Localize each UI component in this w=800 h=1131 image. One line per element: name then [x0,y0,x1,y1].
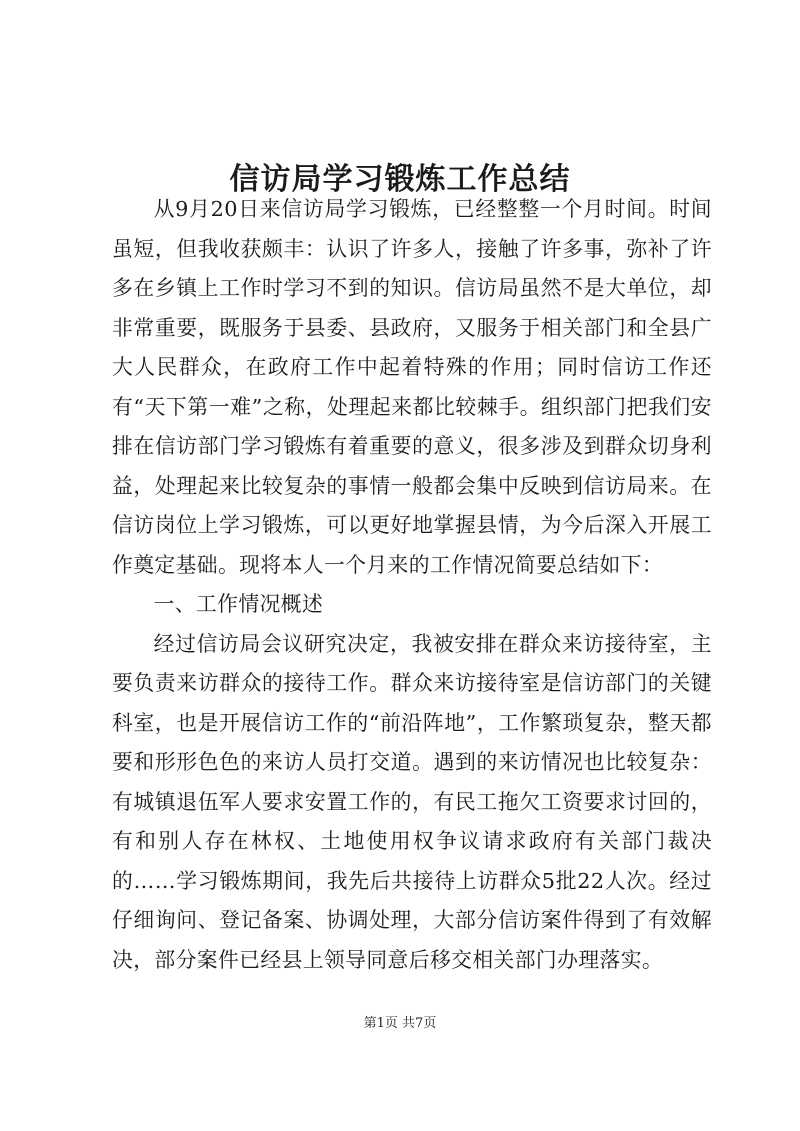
paragraph-intro: 从9月20日来信访局学习锻炼，已经整整一个月时间。时间虽短，但我收获颇丰：认识了许多人，接触了许多事，弥补了许多在乡镇上工作时学习不到的知识。信访局虽然不是大单位，却非常重要，既服务于县委、县政府，又服务于相关部门和全县广大人民群众，在政府工作中起着特殊的作用；同时信访工作还有“天下第一难”之称，处理起来都比较棘手。组织部门把我们安排在信访部门学习锻炼有着重要的意义，很多涉及到群众切身利益，处理起来比较复杂的事情一般都会集中反映到信访局来。在信访岗位上学习锻炼，可以更好地掌握县情，为今后深入开展工作奠定基础。现将本人一个月来的工作情况简要总结如下： [112,197,712,577]
section-heading: 一、工作情况概述 [153,592,324,616]
page-indicator: 第1页 共7页 [363,1016,437,1031]
paragraph-work-overview: 经过信访局会议研究决定，我被安排在群众来访接待室，主要负责来访群众的接待工作。群众来访接待室是信访部门的关键科室，也是开展信访工作的“前沿阵地”，工作繁琐复杂，整天都要和形形色色的来访人员打交道。遇到的来访情况也比较复杂：有城镇退伍军人要求安置工作的，有民工拖欠工资要求讨回的，有和别人存在林权、土地使用权争议请求政府有关部门裁决的……学习锻炼期间，我先后共接待上访群众5批22人次。经过仔细询问、登记备案、协调处理，大部分信访案件得到了有效解决，部分案件已经县上领导同意后移交相关部门办理落实。 [112,631,712,972]
document-body [112,190,712,980]
document-title: 信访局学习锻炼工作总结 [229,162,571,198]
